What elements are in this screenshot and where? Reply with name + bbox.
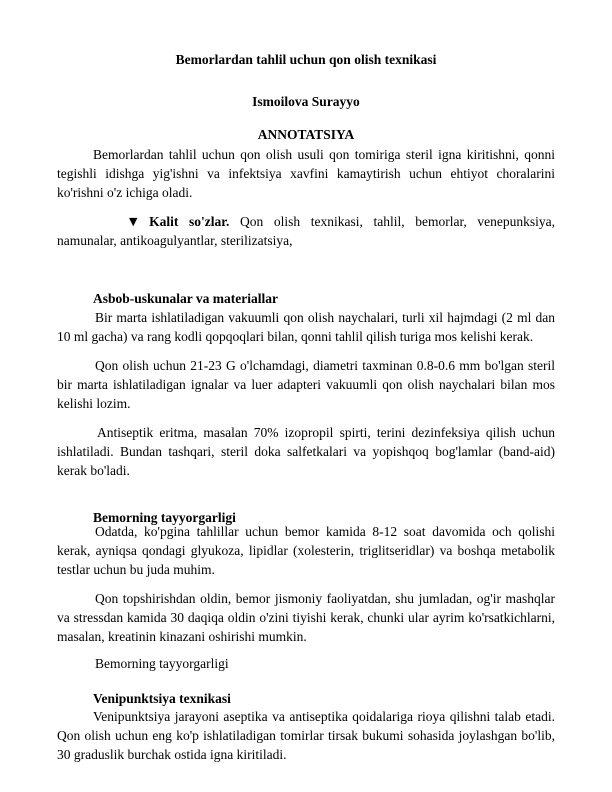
annotation-heading-text: ANNOTATSIYA [257,127,355,142]
paragraph: Antiseptik eritma, masalan 70% izopropil spirti, terini dezinfeksiya qilish uchun ishlatiladi. Bundan tashqari, steril doka salfetkalari va yopishqoq bog'lamlar (band-aid) kerak bo'ladi. [57,425,555,478]
section-heading-venipuncture: Venipunktsiya texnikasi [93,691,231,706]
paragraph: Venipunktsiya jarayoni aseptika va antiseptika qoidalariga rioya qilishni talab etadi. Qon olish uchun eng ko'p ishlatiladigan tomirlar tirsak bukumi sohasida joylashgan bo'lib, 30 graduslik burchak ostida igna kiritiladi. [57,709,555,762]
document-title: Bemorlardan tahlil uchun qon olish texnikasi [175,52,437,67]
author-name: Ismoilova Surayyo [252,94,360,109]
pin-icon: ▼ [129,215,138,228]
section-heading-preparation: Bemorning tayyorgarligi [93,510,236,525]
keywords-label: Kalit so'zlar. [149,214,230,229]
annotation-heading [0,127,612,143]
paragraph: Odatda, ko'pgina tahlillar uchun bemor kamida 8-12 soat davomida och qolishi kerak, ayniqsa qondagi glyukoza, lipidlar (xolesterin, triglitseridlar) va boshqa metabolik testlar uchun bu juda muhim. [57,524,555,577]
keywords-text: Qon olish texnikasi, tahlil, bemorlar, venepunksiya, namunalar, antikoagulyantlar, sterilizatsiya, [57,214,555,248]
paragraph: Bemorning tayyorgarligi [95,656,229,671]
section-heading-equipment: Asbob-uskunalar va materiallar [93,291,279,306]
paragraph: Qon topshirishdan oldin, bemor jismoniy faoliyatdan, shu jumladan, og'ir mashqlar va stressdan kamida 30 daqiqa oldin o'zini tiyishi kerak, chunki ular ayrim ko'rsatkichlarni, masalan, kreatinin kinazani oshirishi mumkin. [57,591,555,644]
annotation-text: Bemorlardan tahlil uchun qon olish usuli qon tomiriga steril igna kiritishni, qonni tegishli idishga yig'ishni va infektsiya xavfini kamaytirish uchun ehtiyot choralarini ko'rishni o'z ichiga oladi. [57,147,555,200]
paragraph: Qon olish uchun 21-23 G o'lchamdagi, diametri taxminan 0.8-0.6 mm bo'lgan steril bir marta ishlatiladigan ignalar va luer adapteri vakuumli qon olish naychalari bilan mos kelishi lozim. [57,358,555,411]
paragraph: Bir marta ishlatiladigan vakuumli qon olish naychalari, turli xil hajmdagi (2 ml dan 10 ml gacha) va rang kodli qopqoqlari bilan, qonni tahlil qilish turiga mos kelishi kerak. [57,310,555,344]
keywords-paragraph [57,212,555,250]
